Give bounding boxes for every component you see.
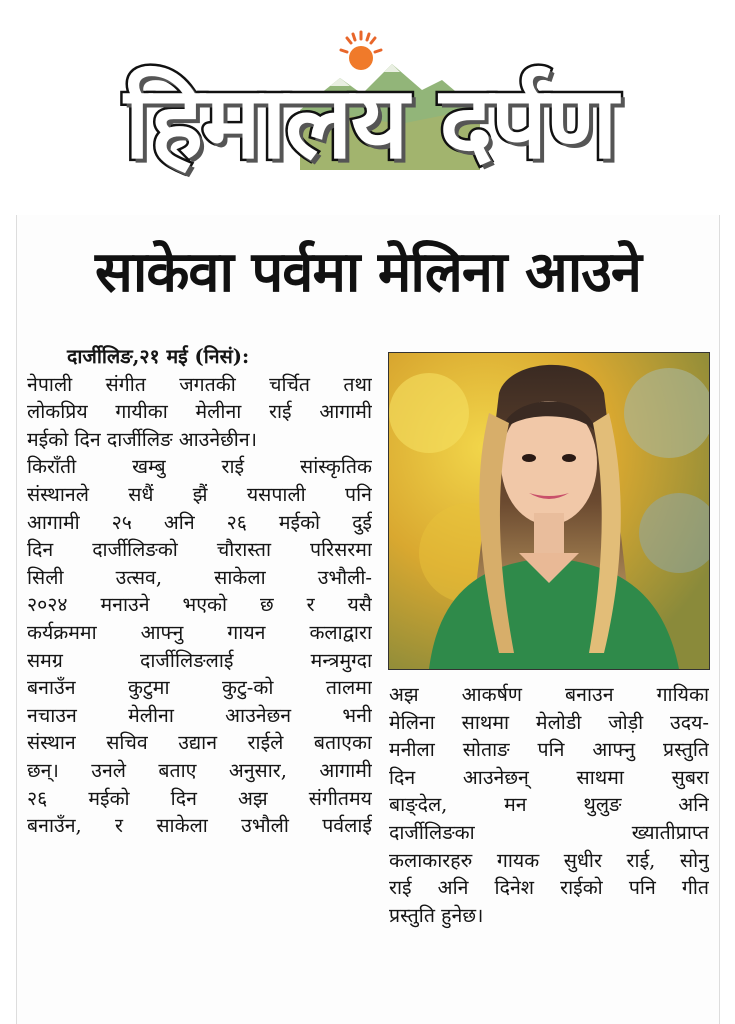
article-line: दिन दार्जीलिङको चौरास्ता परिसरमा: [27, 538, 372, 562]
article-column-left: [27, 343, 372, 840]
article-line: मेलिना साथमा मेलोडी जोड़ी उदय-: [389, 710, 709, 734]
newspaper-page: [16, 215, 720, 1024]
article-line: दार्जीलिङका ख्यातीप्राप्त: [389, 820, 709, 844]
article-line: दिन आउनेछन् साथमा सुबरा: [389, 765, 709, 789]
portrait-photo: [388, 352, 710, 670]
article-line: राई अनि दिनेश राईको पनि गीत: [389, 876, 709, 900]
article-line: २०२४ मनाउने भएको छ र यसै: [27, 593, 372, 617]
portrait-illustration: [389, 353, 709, 669]
newspaper-title: हिमालय दर्पण: [124, 64, 616, 181]
article-line: २६ मईको दिन अझ संगीतमय: [27, 786, 372, 810]
article-line: बाङ्देल, मन थुलुङ अनि: [389, 793, 709, 817]
article-line: प्रस्तुति हुनेछ।: [389, 903, 484, 927]
article-line: मनीला सोताङ पनि आफ्नु प्रस्तुति: [389, 738, 709, 762]
article-line: मईको दिन दार्जीलिङ आउनेछीन।: [27, 427, 258, 451]
article-line: संस्थान सचिव उद्यान राईले बताएका: [27, 731, 372, 755]
article-dateline: दार्जीलिङ,२१ मई (निसं):: [67, 345, 250, 368]
article-column-right: [389, 681, 709, 929]
article-line: अझ आकर्षण बनाउन गायिका: [389, 683, 709, 706]
article-line: छन्। उनले बताए अनुसार, आगामी: [27, 758, 372, 782]
article-line: बनाउँन कुटुमा कुटु-को तालमा: [27, 676, 372, 700]
article-line: कर्यक्रममा आफ्नु गायन कलाद्वारा: [27, 620, 372, 644]
article-line: नेपाली संगीत जगतकी चर्चित तथा: [27, 372, 372, 396]
article-line: लोकप्रिय गायीका मेलीना राई आगामी: [27, 400, 372, 424]
article-line: समग्र दार्जीलिङलाई मन्त्रमुग्दा: [27, 648, 372, 672]
article-headline: साकेवा पर्वमा मेलिना आउने: [95, 240, 641, 305]
masthead: [0, 0, 735, 210]
article-line: बनाउँन, र साकेला उभौली पर्वलाई: [27, 814, 372, 838]
article-line: कलाकारहरु गायक सुधीर राई, सोनु: [389, 848, 709, 872]
article-line: नचाउन मेलीना आउनेछन भनी: [27, 703, 372, 727]
article-line: संस्थानले सधैं झैं यसपाली पनि: [27, 482, 372, 506]
article-line: आगामी २५ अनि २६ मईको दुई: [27, 510, 372, 534]
article-line: सिली उत्सव, साकेला उभौली-: [27, 565, 372, 589]
article-line: किराँती खम्बु राई सांस्कृतिक: [27, 455, 372, 479]
